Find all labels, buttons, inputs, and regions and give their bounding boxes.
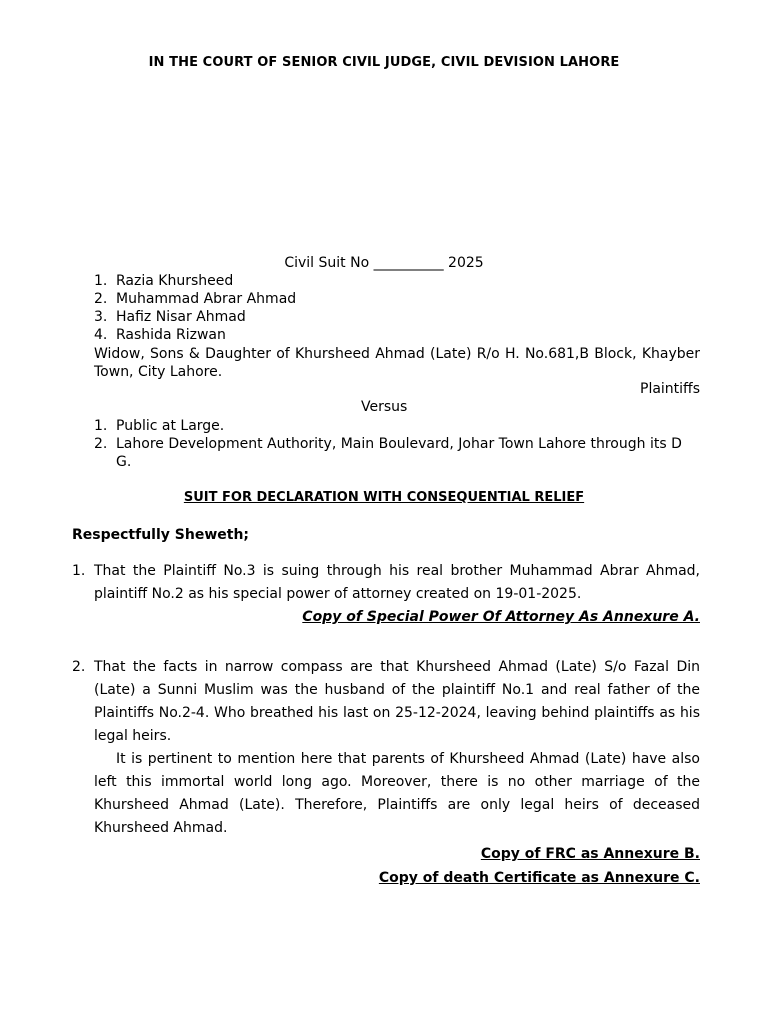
paragraph-1 [72,560,700,606]
paragraph-text-continued: It is pertinent to mention here that parents of Khursheed Ahmad (Late) have also left this immortal world long ago. Moreover, there is no other marriage of the Khursheed Ahmad (Late). Therefore, Plaintiffs are only legal heirs of deceased Khursheed Ahmad. [94,751,700,836]
defendant-item [94,435,700,471]
plaintiff-list [94,272,296,344]
plaintiff-item [94,290,296,308]
court-title: IN THE COURT OF SENIOR CIVIL JUDGE, CIVIL DEVISION LAHORE [148,55,620,70]
defendant-name: Public at Large. [116,418,225,434]
plaintiff-name: Rashida Rizwan [116,327,226,343]
plaintiff-number: 3. [94,309,108,325]
suit-heading: SUIT FOR DECLARATION WITH CONSEQUENTIAL RELIEF [183,490,585,505]
defendant-name: Lahore Development Authority, Main Boulevard, Johar Town Lahore through its D G. [116,436,682,470]
paragraph-number: 2. [72,659,86,675]
defendant-number: 1. [94,418,108,434]
paragraph-text: That the Plaintiff No.3 is suing through his real brother Muhammad Abrar Ahmad, plaintiff No.2 as his special power of attorney created on 19-01-2025. [94,563,700,602]
annexure-b-label: Copy of FRC as Annexure B. [480,846,700,862]
plaintiffs-description: Widow, Sons & Daughter of Khursheed Ahmad (Late) R/o H. No.681,B Block, Khayber Town, City Lahore. [94,346,700,380]
plaintiff-item [94,308,296,326]
plaintiff-item [94,326,296,344]
civil-suit-number: Civil Suit No __________ 2025 [284,255,484,271]
annexure-a-label: Copy of Special Power Of Attorney As Annexure A. [302,609,700,625]
plaintiff-name: Muhammad Abrar Ahmad [116,291,297,307]
defendant-item [94,417,700,435]
plaintiff-number: 1. [94,273,108,289]
plaintiff-name: Razia Khursheed [116,273,234,289]
plaintiff-number: 4. [94,327,108,343]
annexure-c-label: Copy of death Certificate as Annexure C. [378,870,700,886]
plaintiffs-label: Plaintiffs [640,381,700,397]
respectfully-sheweth: Respectfully Sheweth; [72,527,250,543]
paragraph-2 [72,656,700,840]
paragraph-text: That the facts in narrow compass are that Khursheed Ahmad (Late) S/o Fazal Din (Late) a Sunni Muslim was the husband of the plaintiff No.1 and real father of the Plaintiffs No.2-4. Who breathed his last on 25-12-2024, leaving behind plaintiffs as his legal heirs. [94,659,700,744]
defendant-list [94,417,700,471]
versus-label: Versus [361,399,408,415]
plaintiff-name: Hafiz Nisar Ahmad [116,309,246,325]
plaintiff-number: 2. [94,291,108,307]
plaintiff-item [94,272,296,290]
defendant-number: 2. [94,436,108,452]
paragraph-number: 1. [72,563,86,579]
